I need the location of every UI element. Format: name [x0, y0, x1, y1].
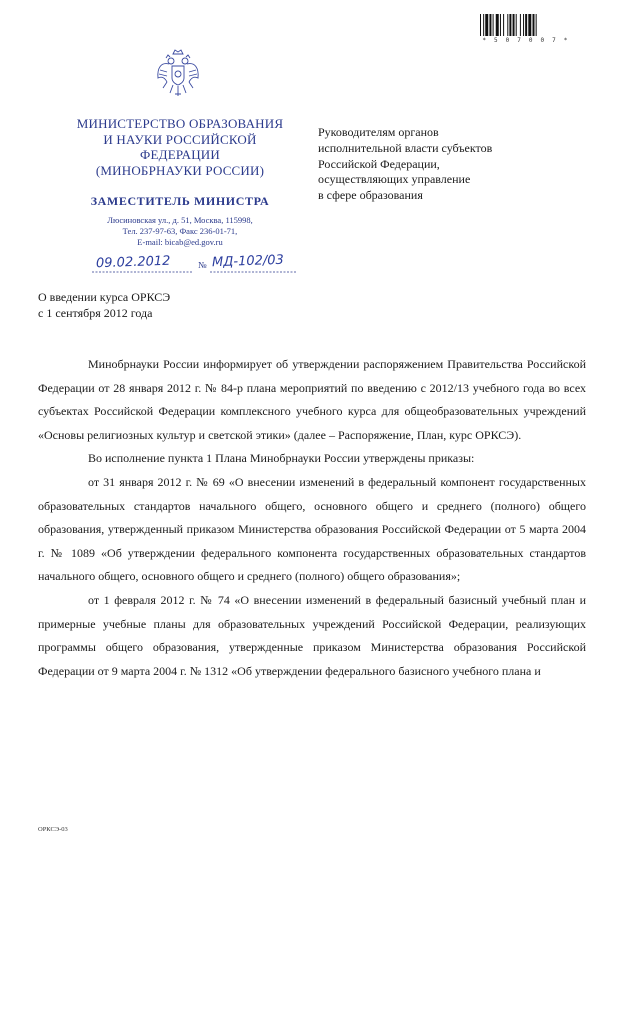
recipient-block	[318, 125, 558, 204]
deputy-minister-title: ЗАМЕСТИТЕЛЬ МИНИСТРА	[90, 194, 270, 208]
subject-line: О введении курса ОРКСЭ	[38, 290, 171, 304]
body-paragraph: от 1 февраля 2012 г. № 74 «О внесении изменений в федеральный базисный учебный план и примерные учебные планы для образовательных учреждений Российской Федерации, реализующих программы общего образования, утвержденные приказом Министерства образования Российской Федерации от 9 марта 2004 г. № 1312 «Об утверждении федерального базисного учебного плана и	[38, 592, 586, 678]
registration-number: МД-102/03	[211, 252, 285, 271]
address-line: E-mail: bicab@ed.gov.ru	[137, 237, 223, 247]
recipient-line: исполнительной власти субъектов	[318, 140, 493, 155]
barcode-image	[480, 14, 570, 36]
letter-body	[38, 353, 586, 683]
registration-date: 09.02.2012	[95, 253, 171, 272]
body-paragraph: от 31 января 2012 г. № 69 «О внесении изменений в федеральный компонент государственных образовательных стандартов начального общего, основного общего и среднего (полного) общего образования, утвержденный приказом Министерства образования Российской Федерации от 5 марта 2004 г. № 1089 «Об утверждении федерального компонента государственных образовательных стандартов начального общего, основного общего и среднего (полного) общего образования»;	[38, 474, 586, 584]
letter-subject	[38, 289, 288, 321]
registration-number-label: №	[198, 260, 207, 270]
ministry-line: И НАУКИ РОССИЙСКОЙ	[103, 131, 257, 147]
document-code: ОРКСЭ-03	[38, 826, 68, 833]
ministry-line: (МИНОБРНАУКИ РОССИИ)	[95, 162, 265, 178]
ministry-address	[60, 215, 300, 248]
recipient-line: Российской Федерации,	[318, 156, 440, 171]
recipient-line: в сфере образования	[318, 188, 423, 203]
body-paragraph: Минобрнауки России информирует об утверждении распоряжением Правительства Российской Федерации от 28 января 2012 г. № 84-р плана мероприятий по введению с 2012/13 учебного года во всех субъектах Российской Федерации комплексного учебного курса для общеобразовательных учреждений «Основы религиозных культур и светской этики» (далее – Распоряжение, План, курс ОРКСЭ).	[38, 357, 586, 442]
subject-line: с 1 сентября 2012 года	[38, 306, 153, 320]
barcode-number: * 5 0 7 0 0 7 *	[482, 37, 570, 44]
address-line: Тел. 237-97-63, Факс 236-01-71,	[122, 226, 238, 236]
ministry-line: ФЕДЕРАЦИИ	[140, 147, 220, 162]
ministry-name	[60, 116, 300, 178]
ministry-line: МИНИСТЕРСТВО ОБРАЗОВАНИЯ	[76, 116, 284, 131]
recipient-line: осуществляющих управление	[318, 172, 471, 187]
recipient-line: Руководителям органов	[318, 125, 439, 139]
coat-of-arms-icon	[153, 48, 203, 102]
address-line: Люсиновская ул., д. 51, Москва, 115998,	[107, 215, 253, 225]
body-paragraph: Во исполнение пункта 1 Плана Минобрнауки России утверждены приказы:	[88, 451, 475, 466]
